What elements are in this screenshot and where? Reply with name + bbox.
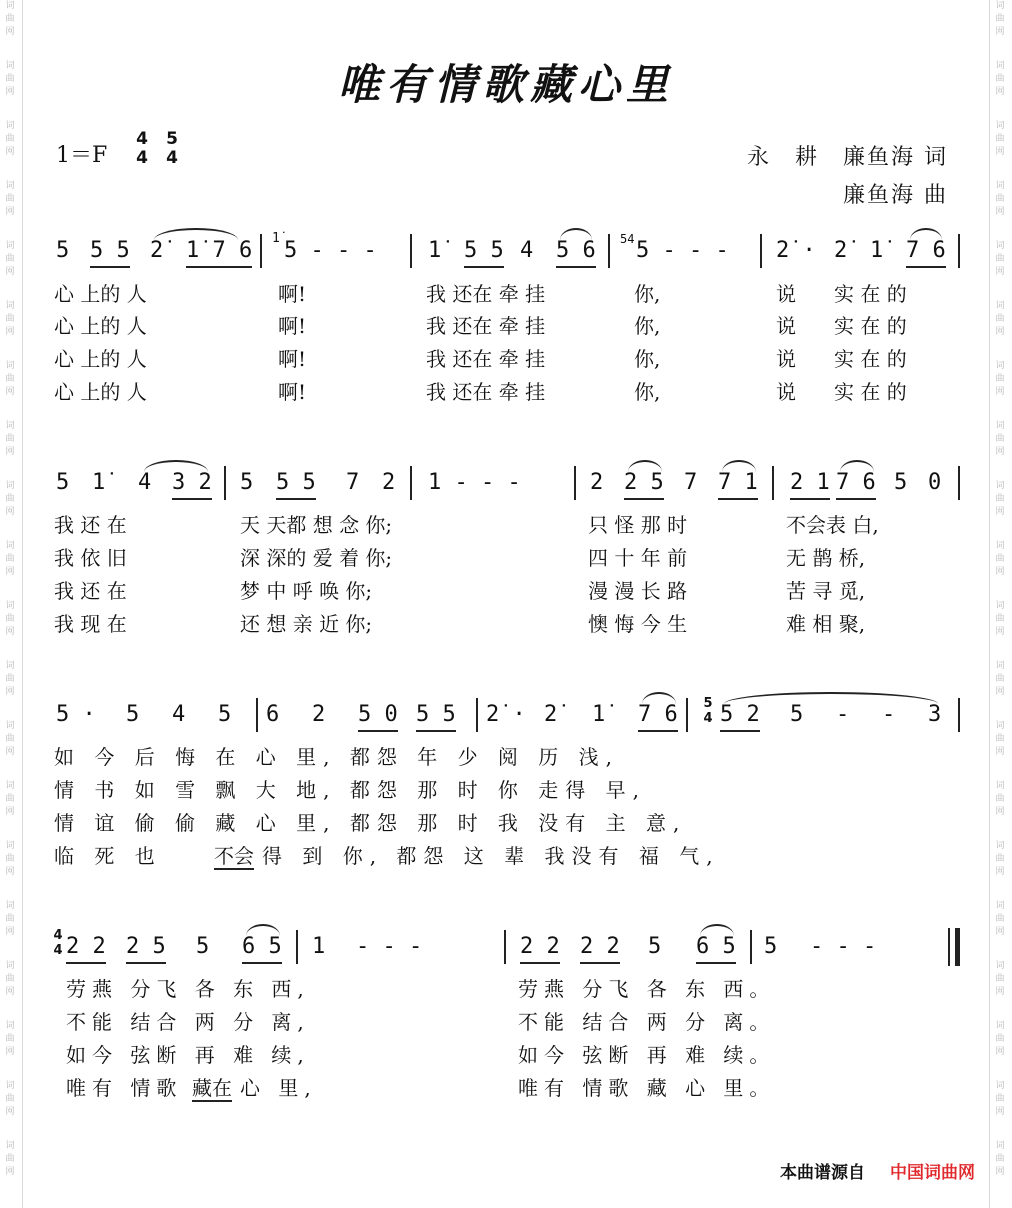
watermark-char: 曲 — [995, 1094, 1005, 1104]
lyric: 如今 弦断 再 难 续, — [66, 1043, 310, 1067]
watermark-char: 曲 — [995, 794, 1005, 804]
watermark-char: 词 — [5, 1141, 15, 1151]
note: - - - — [356, 934, 423, 959]
lyric: 说 — [776, 347, 796, 371]
slur — [642, 692, 676, 704]
note: 1 - - - — [428, 470, 521, 495]
lyric: 实 在 的 — [834, 380, 907, 404]
watermark-char: 词 — [5, 661, 15, 671]
bar-line — [958, 466, 960, 500]
watermark-char: 网 — [995, 387, 1005, 397]
lyric: 心 上的 人 — [54, 314, 147, 338]
watermark-char: 词 — [995, 781, 1005, 791]
watermark-char: 词 — [5, 961, 15, 971]
watermark-char: 曲 — [995, 974, 1005, 984]
note: 7 6 — [638, 700, 678, 732]
watermark-char: 曲 — [995, 194, 1005, 204]
grace-note: 1̇ — [272, 231, 280, 246]
lyric: 心 里, — [240, 1076, 317, 1100]
watermark-char: 词 — [995, 301, 1005, 311]
watermark-char: 词 — [5, 1021, 15, 1031]
watermark-char: 网 — [5, 687, 15, 697]
repeat-end-thin-bar — [948, 928, 950, 966]
watermark-char: 曲 — [5, 794, 15, 804]
watermark-char: 网 — [995, 447, 1005, 457]
note: 5 — [56, 238, 70, 263]
watermark-char: 曲 — [995, 914, 1005, 924]
note: 5 - - - — [636, 238, 729, 263]
lyric: 得 到 你, 都怨 这 辈 我没有 福 气, — [262, 844, 720, 868]
left-watermark-strip — [0, 0, 23, 1208]
lyric: 苦 寻 觅, — [786, 579, 866, 603]
song-title: 唯有情歌藏心里 — [337, 60, 674, 109]
lyric-verse-1: 如 今 后 悔 在 心 里, 都怨 年 少 阅 历 浅, — [54, 745, 620, 769]
watermark-char: 曲 — [995, 854, 1005, 864]
watermark-char: 曲 — [5, 14, 15, 24]
watermark-char: 曲 — [995, 134, 1005, 144]
lyric: 天 天都 想 念 你; — [240, 513, 393, 537]
bar-line — [260, 234, 262, 268]
note: 7 — [684, 470, 698, 495]
note: 5 5 — [416, 700, 456, 732]
bar-line — [256, 698, 258, 732]
watermark-char: 网 — [995, 567, 1005, 577]
lyric: 临 死 也 — [54, 844, 162, 868]
note: 2̇ — [544, 702, 558, 727]
watermark-char: 网 — [995, 867, 1005, 877]
lyric: 漫 漫 长 路 — [588, 579, 688, 603]
watermark-char: 网 — [5, 627, 15, 637]
watermark-char: 词 — [5, 481, 15, 491]
watermark-char: 曲 — [5, 1034, 15, 1044]
bar-line — [958, 698, 960, 732]
lyric: 实 在 的 — [834, 314, 907, 338]
watermark-char: 词 — [995, 601, 1005, 611]
lyric: 我 还在 牵 挂 — [426, 380, 546, 404]
watermark-char: 网 — [5, 747, 15, 757]
watermark-char: 网 — [995, 1047, 1005, 1057]
note: 5 5 — [276, 468, 316, 500]
watermark-char: 词 — [995, 661, 1005, 671]
note: 0 — [928, 470, 942, 495]
watermark-char: 曲 — [5, 1154, 15, 1164]
note: 5 5 — [90, 236, 130, 268]
watermark-char: 网 — [995, 687, 1005, 697]
lyric: 啊! — [278, 282, 307, 306]
bar-line — [574, 466, 576, 500]
watermark-char: 曲 — [5, 734, 15, 744]
watermark-char: 网 — [995, 1167, 1005, 1177]
watermark-char: 词 — [5, 361, 15, 371]
watermark-char: 曲 — [995, 1034, 1005, 1044]
time-signature-4-4: 4 4 — [53, 928, 63, 958]
watermark-char: 曲 — [5, 614, 15, 624]
lyric: 无 鹊 桥, — [786, 546, 866, 570]
note: 5 5 — [464, 236, 504, 268]
time-signature-4-4: 4 4 — [136, 129, 148, 168]
watermark-char: 曲 — [5, 74, 15, 84]
watermark-char: 网 — [5, 1047, 15, 1057]
lyric: 不会表 白, — [786, 513, 879, 537]
note: 7 6 — [836, 468, 876, 500]
note: 5 · — [56, 702, 96, 727]
watermark-char: 曲 — [995, 614, 1005, 624]
lyric: 还 想 亲 近 你; — [240, 612, 373, 636]
time-signature-5-4: 5 4 — [166, 129, 178, 168]
bar-line — [410, 234, 412, 268]
slur — [560, 228, 592, 240]
watermark-char: 网 — [5, 267, 15, 277]
note: 5 — [196, 934, 210, 959]
lyric: 我 现 在 — [54, 612, 127, 636]
watermark-char: 网 — [995, 207, 1005, 217]
watermark-char: 网 — [5, 1167, 15, 1177]
watermark-char: 网 — [995, 327, 1005, 337]
watermark-char: 网 — [995, 1107, 1005, 1117]
watermark-char: 曲 — [995, 374, 1005, 384]
note: 4 — [172, 702, 186, 727]
bar-line — [504, 930, 506, 964]
watermark-char: 曲 — [995, 254, 1005, 264]
bar-line — [686, 698, 688, 732]
watermark-char: 网 — [5, 507, 15, 517]
slur — [722, 460, 756, 472]
bar-line — [958, 234, 960, 268]
note: 4 — [520, 238, 534, 263]
lyric: 梦 中 呼 唤 你; — [240, 579, 373, 603]
note: 3 — [928, 702, 942, 727]
watermark-char: 词 — [995, 361, 1005, 371]
watermark-char: 曲 — [5, 374, 15, 384]
watermark-char: 网 — [995, 927, 1005, 937]
lyric: 我 还 在 — [54, 579, 127, 603]
watermark-char: 网 — [5, 207, 15, 217]
watermark-char: 曲 — [5, 314, 15, 324]
lyric: 四 十 年 前 — [588, 546, 688, 570]
watermark-char: 网 — [995, 627, 1005, 637]
note: 6 — [266, 702, 280, 727]
watermark-char: 曲 — [995, 74, 1005, 84]
note: 5 — [240, 470, 254, 495]
lyricist-credit: 永 耕 廉鱼海 词 — [747, 145, 948, 170]
watermark-char: 网 — [5, 327, 15, 337]
bar-line — [296, 930, 298, 964]
lyric: 难 相 聚, — [786, 612, 866, 636]
lyric-verse-2: 情 书 如 雪 飘 大 地, 都怨 那 时 你 走得 早, — [54, 778, 647, 802]
note: 7 1 — [718, 468, 758, 500]
lyric: 你, — [634, 380, 661, 404]
note: 5 — [790, 702, 804, 727]
lyric: 心 上的 人 — [54, 282, 147, 306]
watermark-char: 曲 — [5, 674, 15, 684]
note: 5 — [648, 934, 662, 959]
note: 2 — [590, 470, 604, 495]
watermark-char: 网 — [5, 387, 15, 397]
lyric: 劳燕 分飞 各 东 西。 — [518, 977, 776, 1001]
watermark-char: 词 — [5, 61, 15, 71]
watermark-char: 词 — [5, 181, 15, 191]
watermark-char: 曲 — [5, 854, 15, 864]
note: 5 — [56, 470, 70, 495]
watermark-char: 词 — [5, 541, 15, 551]
composer-credit: 廉鱼海 曲 — [843, 183, 948, 208]
lyric: 啊! — [278, 314, 307, 338]
watermark-char: 词 — [5, 301, 15, 311]
watermark-char: 词 — [5, 121, 15, 131]
watermark-char: 词 — [5, 241, 15, 251]
lyric: 实 在 的 — [834, 347, 907, 371]
watermark-char: 网 — [5, 147, 15, 157]
note: 5 0 — [358, 700, 398, 732]
watermark-char: 词 — [995, 241, 1005, 251]
watermark-char: 曲 — [5, 554, 15, 564]
slur — [154, 228, 238, 240]
note: 5 - - - — [284, 238, 377, 263]
watermark-char: 曲 — [995, 434, 1005, 444]
lyric: 我 还在 牵 挂 — [426, 282, 546, 306]
watermark-char: 词 — [995, 901, 1005, 911]
watermark-char: 词 — [995, 1, 1005, 11]
note: 1̇ — [870, 238, 884, 263]
lyric: 说 — [776, 314, 796, 338]
watermark-char: 曲 — [995, 494, 1005, 504]
note: 7 6 — [906, 236, 946, 268]
bar-line — [760, 234, 762, 268]
watermark-char: 词 — [5, 721, 15, 731]
lyric: 心 上的 人 — [54, 380, 147, 404]
notation-row — [0, 468, 1012, 498]
lyric-underlined: 藏在 — [192, 1076, 232, 1100]
watermark-char: 词 — [995, 961, 1005, 971]
watermark-char: 网 — [995, 27, 1005, 37]
watermark-char: 词 — [995, 181, 1005, 191]
watermark-char: 曲 — [995, 554, 1005, 564]
watermark-char: 词 — [5, 1081, 15, 1091]
bar-line — [476, 698, 478, 732]
watermark-char: 词 — [995, 481, 1005, 491]
note: - — [836, 702, 850, 727]
watermark-char: 网 — [995, 87, 1005, 97]
right-watermark-strip — [989, 0, 1012, 1208]
lyric: 我 依 旧 — [54, 546, 127, 570]
slur — [628, 460, 662, 472]
note: 2 2 — [580, 932, 620, 964]
lyric: 唯有 情歌 — [66, 1076, 183, 1100]
grace-note: 54 — [620, 232, 635, 246]
repeat-end-thick-bar — [955, 928, 960, 966]
watermark-char: 网 — [995, 507, 1005, 517]
watermark-char: 网 — [5, 987, 15, 997]
notation-row — [0, 231, 1012, 266]
watermark-char: 曲 — [995, 314, 1005, 324]
watermark-char: 词 — [995, 61, 1005, 71]
note: 6 5 — [696, 932, 736, 964]
watermark-char: 网 — [5, 87, 15, 97]
watermark-char: 曲 — [995, 734, 1005, 744]
watermark-char: 网 — [995, 987, 1005, 997]
lyric-underlined: 不会 — [214, 844, 254, 868]
note: 2̇ · — [776, 238, 816, 263]
lyric: 你, — [634, 314, 661, 338]
note: 2 2 — [66, 932, 106, 964]
lyric: 你, — [634, 282, 661, 306]
notation-row — [0, 700, 1012, 730]
note: 5 — [764, 934, 778, 959]
lyric: 如今 弦断 再 难 续。 — [518, 1043, 776, 1067]
note: 6 5 — [242, 932, 282, 964]
watermark-char: 网 — [5, 807, 15, 817]
bar-line — [772, 466, 774, 500]
lyric: 啊! — [278, 380, 307, 404]
lyric: 我 还在 牵 挂 — [426, 314, 546, 338]
lyric: 唯有 情歌 藏 心 里。 — [518, 1076, 776, 1100]
watermark-char: 词 — [995, 841, 1005, 851]
watermark-char: 词 — [995, 1141, 1005, 1151]
slur — [246, 924, 280, 936]
watermark-char: 网 — [5, 927, 15, 937]
slur — [144, 460, 208, 472]
note: 1̇ — [92, 470, 106, 495]
watermark-char: 词 — [5, 901, 15, 911]
watermark-char: 网 — [5, 1107, 15, 1117]
slur — [724, 692, 938, 704]
lyric-verse-3: 情 谊 偷 偷 藏 心 里, 都怨 那 时 我 没有 主 意, — [54, 811, 687, 835]
watermark-char: 网 — [995, 267, 1005, 277]
note: 2 2 — [520, 932, 560, 964]
notation-row — [0, 932, 1012, 962]
watermark-char: 词 — [5, 1, 15, 11]
watermark-char: 曲 — [5, 434, 15, 444]
note: 5 — [894, 470, 908, 495]
watermark-char: 曲 — [995, 14, 1005, 24]
note: 2 5 — [126, 932, 166, 964]
lyric: 说 — [776, 380, 796, 404]
lyric: 说 — [776, 282, 796, 306]
watermark-char: 词 — [995, 1081, 1005, 1091]
slur — [840, 460, 874, 472]
watermark-char: 曲 — [995, 674, 1005, 684]
watermark-char: 词 — [995, 421, 1005, 431]
note: 7 — [346, 470, 360, 495]
note: 2 — [382, 470, 396, 495]
watermark-char: 词 — [995, 541, 1005, 551]
note: 3 2 — [172, 468, 212, 500]
lyric: 我 还在 牵 挂 — [426, 347, 546, 371]
watermark-char: 词 — [995, 721, 1005, 731]
watermark-char: 词 — [5, 421, 15, 431]
watermark-char: 网 — [995, 807, 1005, 817]
watermark-char: 词 — [5, 841, 15, 851]
note: 5 — [218, 702, 232, 727]
note: 2 1 — [790, 468, 830, 500]
watermark-char: 网 — [5, 27, 15, 37]
note: 1̇ 7 6 — [186, 236, 252, 268]
watermark-char: 曲 — [5, 494, 15, 504]
bar-line — [608, 234, 610, 268]
time-signature-5-4: 5 4 — [703, 696, 713, 726]
watermark-char: 曲 — [995, 1154, 1005, 1164]
note: 2̇ — [150, 238, 164, 263]
lyric: 你, — [634, 347, 661, 371]
lyric: 心 上的 人 — [54, 347, 147, 371]
note: 5 6 — [556, 236, 596, 268]
slur — [910, 228, 942, 240]
watermark-char: 词 — [995, 1021, 1005, 1031]
lyric: 只 怪 那 时 — [588, 513, 688, 537]
note: - — [882, 702, 896, 727]
watermark-char: 曲 — [5, 254, 15, 264]
note: 2 — [312, 702, 326, 727]
bar-line — [750, 930, 752, 964]
lyric: 懊 悔 今 生 — [588, 612, 688, 636]
note: 2 5 — [624, 468, 664, 500]
lyric: 啊! — [278, 347, 307, 371]
watermark-char: 曲 — [5, 1094, 15, 1104]
bar-line — [410, 466, 412, 500]
watermark-char: 曲 — [5, 134, 15, 144]
watermark-char: 网 — [5, 567, 15, 577]
watermark-char: 曲 — [5, 914, 15, 924]
note: 2̇ — [834, 238, 848, 263]
lyric: 劳燕 分飞 各 东 西, — [66, 977, 310, 1001]
watermark-char: 网 — [5, 447, 15, 457]
lyric: 深 深的 爱 着 你; — [240, 546, 393, 570]
lyric: 我 还 在 — [54, 513, 127, 537]
note: 4 — [138, 470, 152, 495]
watermark-char: 网 — [995, 147, 1005, 157]
note: 5 2 — [720, 700, 760, 732]
note: 5 — [126, 702, 140, 727]
note: 1̇ — [592, 702, 606, 727]
lyric: 不能 结合 两 分 离, — [66, 1010, 310, 1034]
watermark-char: 曲 — [5, 974, 15, 984]
site-link[interactable]: 中国词曲网 — [890, 1163, 975, 1183]
lyric: 不能 结合 两 分 离。 — [518, 1010, 776, 1034]
source-label: 本曲谱源自 — [780, 1163, 865, 1183]
note: 1̇ — [428, 238, 442, 263]
note: 2̇ · — [486, 702, 526, 727]
key-signature: 1＝F — [56, 143, 108, 168]
watermark-char: 曲 — [5, 194, 15, 204]
slur — [700, 924, 734, 936]
note: - - - — [810, 934, 877, 959]
watermark-char: 词 — [5, 781, 15, 791]
watermark-char: 词 — [5, 601, 15, 611]
bar-line — [224, 466, 226, 500]
lyric: 实 在 的 — [834, 282, 907, 306]
watermark-char: 词 — [995, 121, 1005, 131]
note: 1 — [312, 934, 326, 959]
watermark-char: 网 — [995, 747, 1005, 757]
watermark-char: 网 — [5, 867, 15, 877]
